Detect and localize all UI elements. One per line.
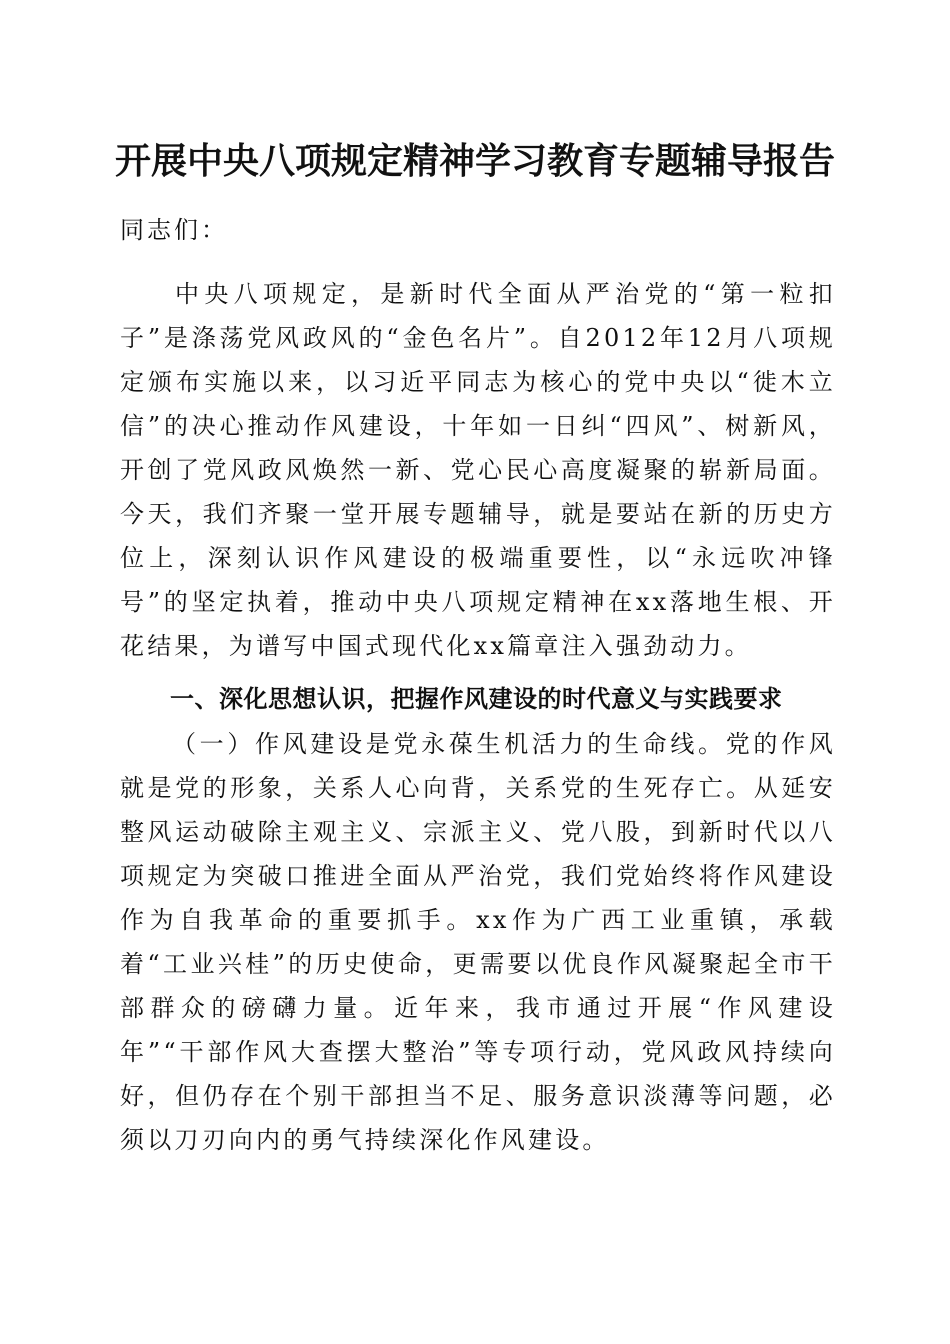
subsection-paragraph-1: [120, 722, 836, 1162]
subsection-body-1: 党的作风就是党的形象，关系人心向背，关系党的生死存亡。从延安整风运动破除主观主义、宗派主义、党八股，到新时代以八项规定为突破口推进全面从严治党，我们党始终将作风建设作为自我革命的重要抓手。xx作为广西工业重镇，承载着“工业兴桂”的历史使命，更需要以优良作风凝聚起全市干部群众的磅礴力量。近年来，我市通过开展“作风建设年”“干部作风大查摆大整治”等专项行动，党风政风持续向好，但仍存在个别干部担当不足、服务意识淡薄等问题，必须以刀刃向内的勇气持续深化作风建设。: [120, 730, 836, 1154]
greeting: 同志们：: [120, 216, 228, 244]
document-title: 开展中央八项规定精神学习教育专题辅导报告: [114, 140, 835, 182]
section-heading-1: 一、深化思想认识，把握作风建设的时代意义与实践要求: [170, 685, 783, 713]
intro-paragraph: 中央八项规定，是新时代全面从严治党的“第一粒扣子”是涤荡党风政风的“金色名片”。自2012年12月八项规定颁布实施以来，以习近平同志为核心的党中央以“徙木立信”的决心推动作风建设，十年如一日纠“四风”、树新风，开创了党风政风焕然一新、党心民心高度凝聚的崭新局面。今天，我们齐聚一堂开展专题辅导，就是要站在新的历史方位上，深刻认识作风建设的极端重要性，以“永远吹冲锋号”的坚定执着，推动中央八项规定精神在xx落地生根、开花结果，为谱写中国式现代化xx篇章注入强劲动力。: [120, 280, 836, 660]
subsection-lead-1: （一）作风建设是党永葆生机活力的生命线。: [172, 730, 726, 758]
